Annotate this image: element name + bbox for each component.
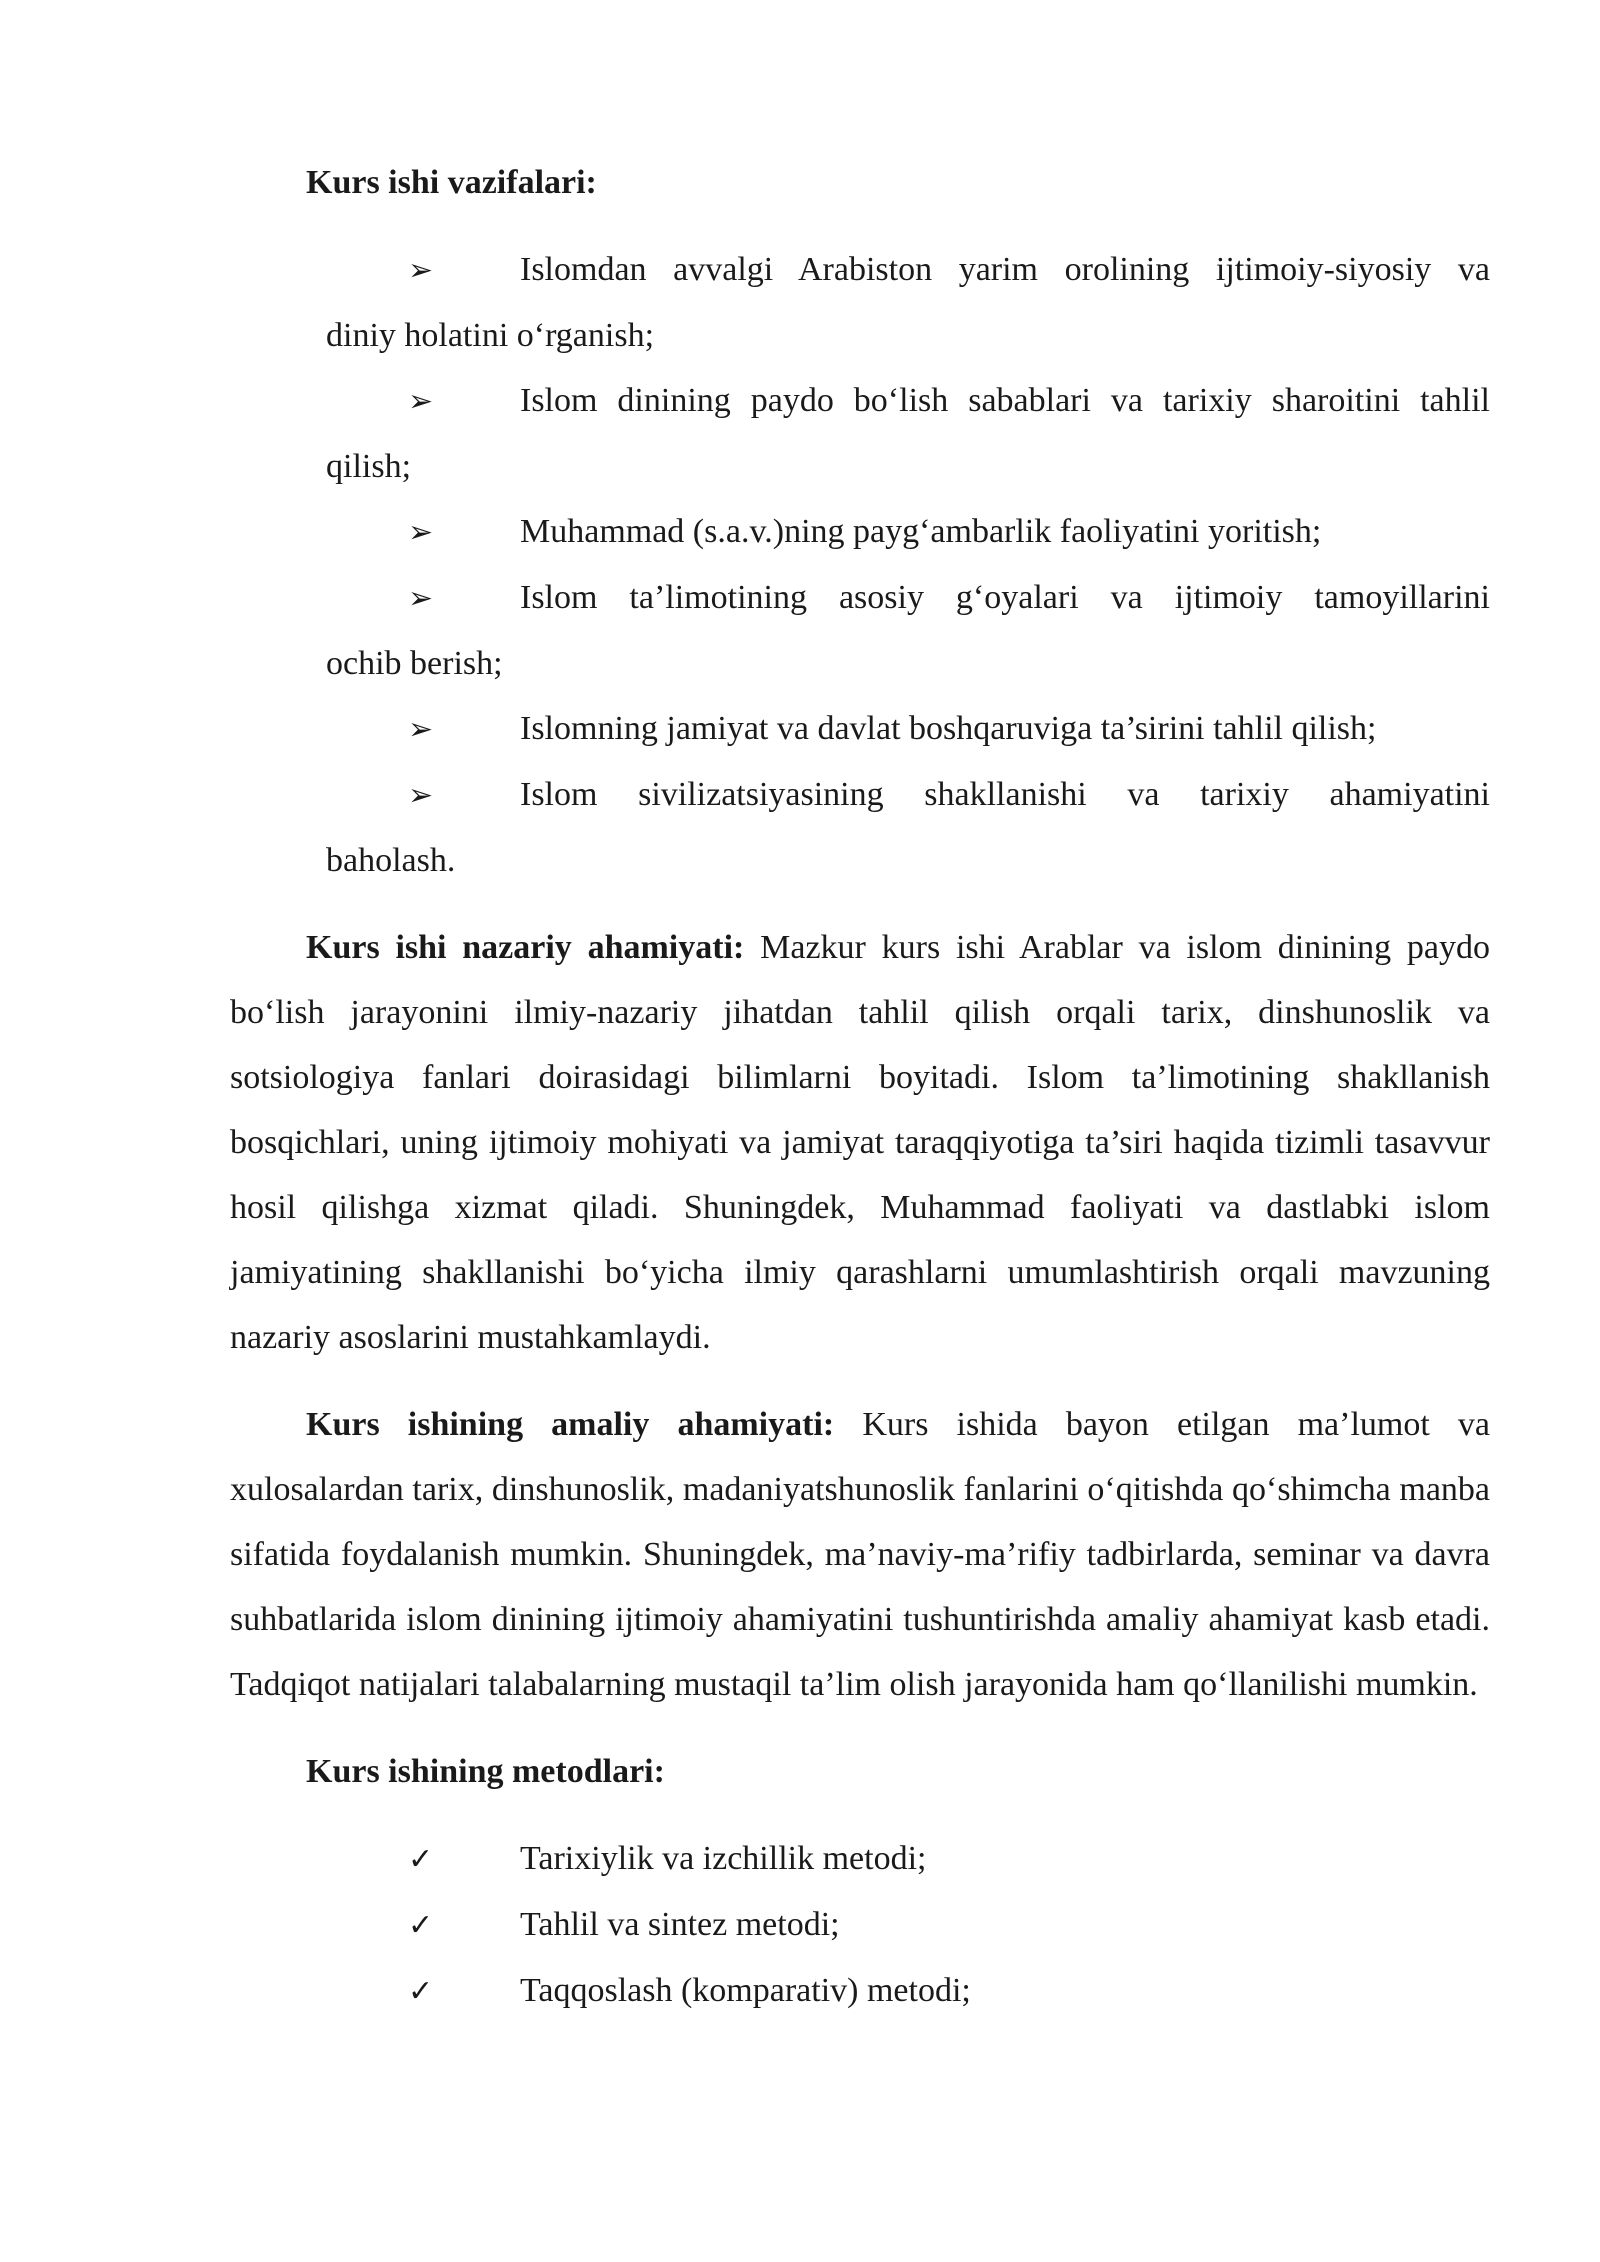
- task-item: [230, 565, 1490, 696]
- task-text: Islom ta’limotining asosiy g‘oyalari va ijtimoiy tamoyillarini: [520, 579, 1490, 616]
- method-item: [230, 1892, 1490, 1958]
- task-text: Islomdan avvalgi Arabiston yarim orolining ijtimoiy-siyosiy va: [520, 251, 1490, 288]
- methods-heading: Kurs ishining metodlari:: [306, 1753, 665, 1790]
- task-text: Muhammad (s.a.v.)ning payg‘ambarlik faoliyatini yoritish;: [520, 513, 1322, 550]
- check-mark-icon: ✓: [408, 1908, 434, 1943]
- task-item: [230, 762, 1490, 893]
- arrow-bullet-icon: ➢: [408, 712, 434, 747]
- task-text: Islom dinining paydo bo‘lish sabablari va tarixiy sharoitini tahlil: [520, 382, 1490, 419]
- task-item: [230, 368, 1490, 499]
- theory-text: Mazkur kurs ishi Arablar va islom dinining paydo bo‘lish jarayonini ilmiy-nazariy jihatdan tahlil qilish orqali tarix, dinshunoslik va sotsiologiya fanlari doirasidagi bilimlarni boyitadi. Islom ta’limotining shakllanish bosqichlari, uning ijtimoiy mohiyati va jamiyat taraqqiyotiga ta’siri haqida tizimli tasavvur hosil qilishga xizmat qiladi. Shuningdek, Muhammad faoliyati va dastlabki islom jamiyatining shakllanishi bo‘yicha ilmiy qarashlarni umumlashtirish orqali mavzuning nazariy asoslarini mustahkamlaydi.: [230, 929, 1490, 1356]
- practice-text: Kurs ishida bayon etilgan ma’lumot va xulosalardan tarix, dinshunoslik, madaniyatshunoslik fanlarini o‘qitishda qo‘shimcha manba sifatida foydalanish mumkin. Shuningdek, ma’naviy-ma’rifiy tadbirlarda, seminar va davra suhbatlarida islom dinining ijtimoiy ahamiyatini tushuntirishda amaliy ahamiyat kasb etadi. Tadqiqot natijalari talabalarning mustaqil ta’lim olish jarayonida ham qo‘llanilishi mumkin.: [230, 1406, 1490, 1703]
- check-mark-icon: ✓: [408, 1842, 434, 1877]
- task-text: Islomning jamiyat va davlat boshqaruviga ta’sirini tahlil qilish;: [520, 710, 1377, 747]
- check-mark-icon: ✓: [408, 1974, 434, 2009]
- task-item: [230, 696, 1490, 762]
- method-item: [230, 1958, 1490, 2024]
- task-item: [230, 499, 1490, 565]
- task-text-continued: qilish;: [326, 448, 412, 485]
- method-text: Taqqoslash (komparativ) metodi;: [520, 1972, 971, 2009]
- task-text-continued: ochib berish;: [326, 645, 503, 682]
- task-text-continued: baholash.: [326, 842, 456, 879]
- method-text: Tahlil va sintez metodi;: [520, 1906, 840, 1943]
- arrow-bullet-icon: ➢: [408, 515, 434, 550]
- tasks-list: [230, 237, 1490, 893]
- task-text-continued: diniy holatini o‘rganish;: [326, 317, 655, 354]
- theory-label: Kurs ishi nazariy ahamiyati:: [306, 929, 745, 966]
- practice-paragraph: [230, 1392, 1490, 1717]
- document-page: [230, 150, 1490, 2024]
- task-item: [230, 237, 1490, 368]
- method-text: Tarixiylik va izchillik metodi;: [520, 1840, 927, 1877]
- arrow-bullet-icon: ➢: [408, 253, 434, 288]
- practice-label: Kurs ishining amaliy ahamiyati:: [306, 1406, 835, 1443]
- tasks-heading: Kurs ishi vazifalari:: [306, 164, 597, 201]
- arrow-bullet-icon: ➢: [408, 384, 434, 419]
- methods-list: [230, 1826, 1490, 2024]
- arrow-bullet-icon: ➢: [408, 778, 434, 813]
- method-item: [230, 1826, 1490, 1892]
- arrow-bullet-icon: ➢: [408, 581, 434, 616]
- theory-paragraph: [230, 915, 1490, 1370]
- task-text: Islom sivilizatsiyasining shakllanishi va tarixiy ahamiyatini: [520, 776, 1490, 813]
